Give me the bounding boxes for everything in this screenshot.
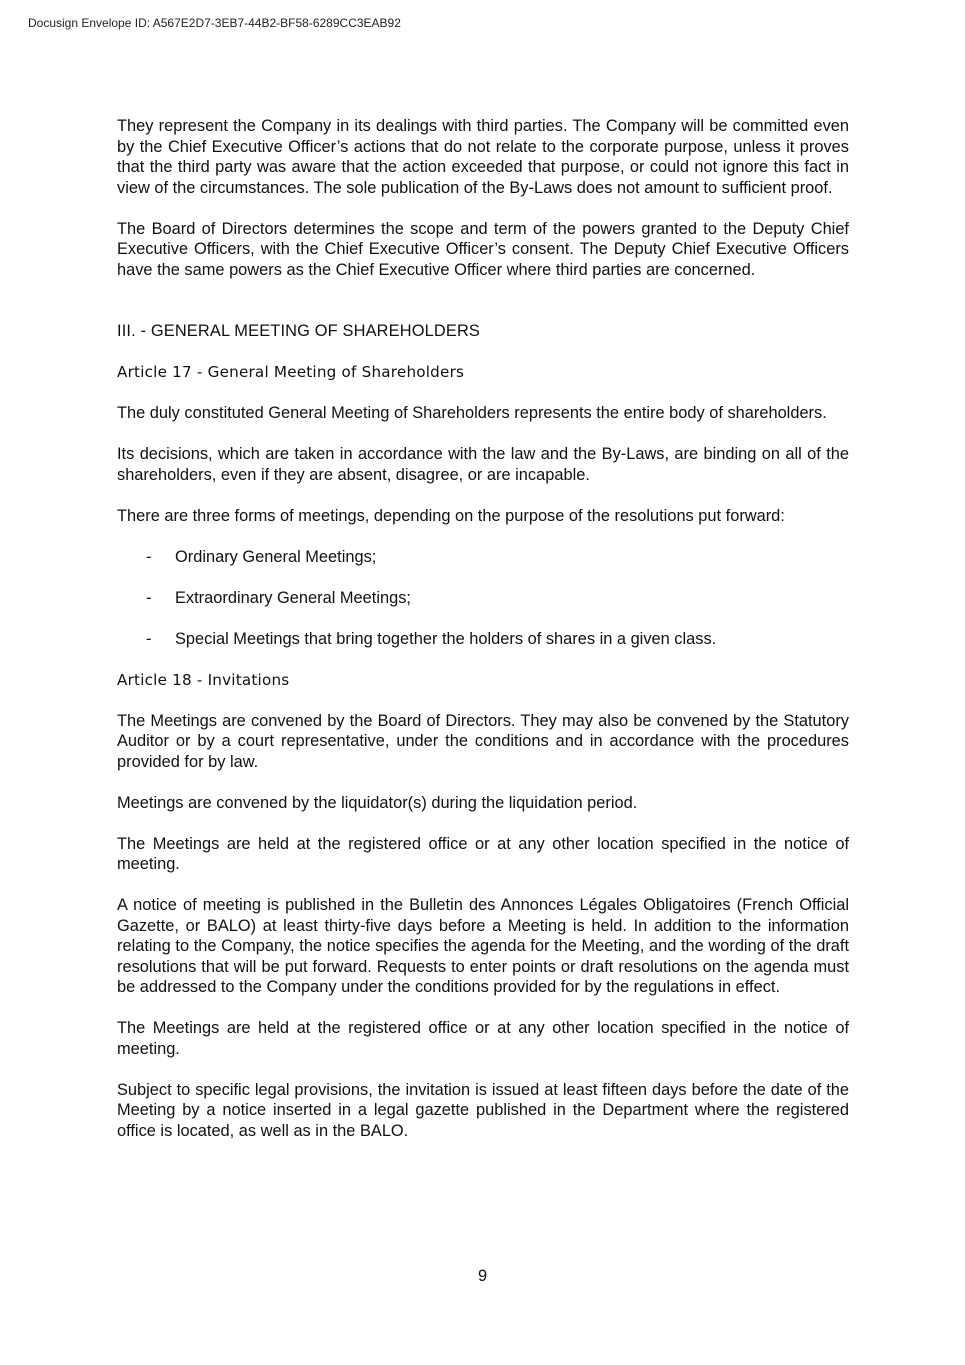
meeting-types-list [117, 547, 849, 650]
article-17-paragraph: Its decisions, which are taken in accordance with the law and the By-Laws, are binding on all of the shareholders, even if they are absent, disagree, or are incapable. [117, 445, 849, 484]
list-item [117, 629, 849, 650]
paragraph-board-powers: The Board of Directors determines the scope and term of the powers granted to the Deputy Chief Executive Officers, with the Chief Executive Officer’s consent. The Deputy Chief Executive Officers have the same powers as the Chief Executive Officer where third parties are concerned. [117, 219, 849, 279]
docusign-envelope-id: Docusign Envelope ID: A567E2D7-3EB7-44B2-BF58-6289CC3EAB92 [28, 16, 401, 30]
article-18-paragraph: Subject to specific legal provisions, the invitation is issued at least fifteen days before the date of the Meeting by a notice inserted in a legal gazette published in the Department where the registered office is located, as well as in the BALO. [117, 1080, 849, 1140]
article-17-paragraph: There are three forms of meetings, depending on the purpose of the resolutions put forward: [117, 506, 785, 525]
article-17-paragraph: The duly constituted General Meeting of Shareholders represents the entire body of shareholders. [117, 404, 827, 422]
article-17-heading: Article 17 - General Meeting of Shareholders [117, 363, 465, 381]
article-18-paragraph: A notice of meeting is published in the Bulletin des Annonces Légales Obligatoires (French Official Gazette, or BALO) at least thirty-five days before a Meeting is held. In addition to the information relating to the Company, the notice specifies the agenda for the Meeting, and the wording of the draft resolutions that will be put forward. Requests to enter points or draft resolutions on the agenda must be addressed to the Company under the conditions provided for by the regulations in effect. [117, 896, 849, 996]
list-item [117, 547, 849, 568]
article-18-paragraph: Meetings are convened by the liquidator(s) during the liquidation period. [117, 793, 638, 812]
list-item-text: Ordinary General Meetings; [175, 547, 377, 566]
page-number: 9 [477, 1267, 488, 1285]
list-item [117, 588, 849, 609]
bullet-dash: - [146, 547, 152, 566]
article-18-heading: Article 18 - Invitations [117, 670, 290, 689]
section-spacer [117, 301, 849, 322]
section-heading: III. - GENERAL MEETING OF SHAREHOLDERS [117, 322, 481, 340]
article-18-paragraph: The Meetings are held at the registered office or at any other location specified in the notice of meeting. [117, 1019, 849, 1058]
list-item-text: Extraordinary General Meetings; [175, 588, 411, 607]
bullet-dash: - [146, 629, 152, 648]
paragraph-third-parties: They represent the Company in its dealings with third parties. The Company will be committed even by the Chief Executive Officer’s actions that do not relate to the corporate purpose, unless it proves that the third party was aware that the action exceeded that purpose, or could not ignore this fact in view of the circumstances. The sole publication of the By-Laws does not amount to sufficient proof. [117, 117, 849, 197]
document-body [117, 116, 849, 1162]
list-item-text: Special Meetings that bring together the holders of shares in a given class. [175, 629, 717, 648]
bullet-dash: - [146, 588, 152, 607]
article-18-paragraph: The Meetings are held at the registered office or at any other location specified in the notice of meeting. [117, 834, 849, 873]
article-18-paragraph: The Meetings are convened by the Board of Directors. They may also be convened by the Statutory Auditor or by a court representative, under the conditions and in accordance with the procedures provided for by law. [117, 711, 849, 771]
